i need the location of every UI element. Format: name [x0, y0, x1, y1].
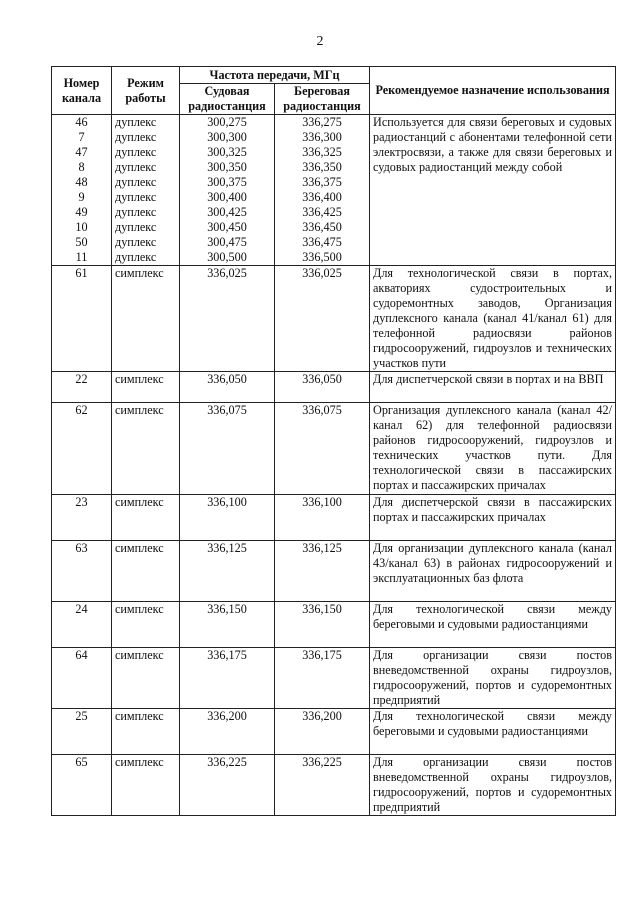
mode-value: дуплекс — [115, 220, 157, 234]
duplex-purpose-cell: Используется для связи береговых и судовых радиостанций с абонентами телефонной сети электросвязи, а также для связи береговых и судовых радиостанций между собой — [370, 115, 616, 266]
channel-number: 63 — [52, 541, 112, 602]
ship-frequency: 336,050 — [180, 372, 275, 403]
channel-number: 50 — [75, 235, 88, 249]
ship-frequency: 300,400 — [207, 190, 247, 204]
mode-value: дуплекс — [115, 175, 157, 189]
mode-value: симплекс — [112, 755, 180, 816]
purpose-text: Для организации дуплексного канала (канал 43/канал 63) в районах гидросооружений и эксплуатационных баз флота — [370, 541, 616, 602]
channel-number: 24 — [52, 602, 112, 648]
mode-value: дуплекс — [115, 250, 157, 264]
shore-frequency: 336,450 — [302, 220, 342, 234]
page-number: 2 — [316, 34, 324, 49]
channel-number: 61 — [52, 266, 112, 372]
purpose-text: Для организации связи постов вневедомственной охраны гидроузлов, гидросооружений, портов и судоремонтных предприятий — [370, 648, 616, 709]
shore-frequency: 336,200 — [275, 709, 370, 755]
duplex-ship-freq-cell — [180, 115, 275, 266]
ship-frequency: 300,500 — [207, 250, 247, 264]
channel-number: 8 — [78, 160, 85, 174]
table-row — [52, 495, 616, 541]
duplex-modes-cell — [112, 115, 180, 266]
shore-frequency: 336,050 — [275, 372, 370, 403]
table-row — [52, 755, 616, 816]
mode-value: дуплекс — [115, 130, 157, 144]
channel-number: 7 — [78, 130, 85, 144]
ship-frequency: 300,375 — [207, 175, 247, 189]
channel-number: 62 — [52, 403, 112, 495]
mode-value: дуплекс — [115, 205, 157, 219]
shore-frequency: 336,100 — [275, 495, 370, 541]
mode-value: дуплекс — [115, 115, 157, 129]
ship-frequency: 300,475 — [207, 235, 247, 249]
purpose-text: Для технологической связи между береговыми и судовыми радиостанциями — [370, 709, 616, 755]
ship-frequency: 336,200 — [180, 709, 275, 755]
purpose-text: Для технологической связи между береговыми и судовыми радиостанциями — [370, 602, 616, 648]
shore-frequency: 336,275 — [302, 115, 342, 129]
shore-frequency: 336,125 — [275, 541, 370, 602]
ship-frequency: 300,450 — [207, 220, 247, 234]
shore-frequency: 336,025 — [275, 266, 370, 372]
channel-number: 25 — [52, 709, 112, 755]
mode-value: симплекс — [112, 495, 180, 541]
shore-frequency: 336,325 — [302, 145, 342, 159]
mode-value: симплекс — [112, 403, 180, 495]
purpose-text: Для диспетчерской связи в пассажирских портах и пассажирских причалах — [370, 495, 616, 541]
ship-frequency: 336,175 — [180, 648, 275, 709]
purpose-text: Для диспетчерской связи в портах и на ВВП — [370, 372, 616, 403]
purpose-text: Для организации связи постов вневедомственной охраны гидроузлов, гидросооружений, портов и судоремонтных предприятий — [370, 755, 616, 816]
shore-frequency: 336,175 — [275, 648, 370, 709]
table-row — [52, 266, 616, 372]
channel-number: 23 — [52, 495, 112, 541]
ship-frequency: 336,125 — [180, 541, 275, 602]
table-row — [52, 602, 616, 648]
ship-frequency: 300,275 — [207, 115, 247, 129]
channel-number: 9 — [78, 190, 85, 204]
mode-value: дуплекс — [115, 145, 157, 159]
ship-frequency: 336,225 — [180, 755, 275, 816]
mode-value: дуплекс — [115, 160, 157, 174]
table-row — [52, 709, 616, 755]
mode-value: симплекс — [112, 266, 180, 372]
shore-frequency: 336,400 — [302, 190, 342, 204]
shore-frequency: 336,425 — [302, 205, 342, 219]
duplex-shore-freq-cell — [275, 115, 370, 266]
shore-frequency: 336,225 — [275, 755, 370, 816]
ship-frequency: 336,150 — [180, 602, 275, 648]
shore-frequency: 336,475 — [302, 235, 342, 249]
shore-frequency: 336,350 — [302, 160, 342, 174]
purpose-text: Организация дуплексного канала (канал 42/канал 62) для телефонной радиосвязи районов гидросооружений, гидроузлов и технических участков пути. Для технологической связи в пассажирских портах и пассажирских причалах — [370, 403, 616, 495]
mode-value: симплекс — [112, 602, 180, 648]
table-row — [52, 403, 616, 495]
channel-number: 11 — [75, 250, 88, 264]
ship-frequency: 300,350 — [207, 160, 247, 174]
table-row — [52, 541, 616, 602]
ship-frequency: 336,100 — [180, 495, 275, 541]
channel-number: 65 — [52, 755, 112, 816]
shore-frequency: 336,375 — [302, 175, 342, 189]
channel-number: 48 — [75, 175, 88, 189]
channel-number: 46 — [75, 115, 88, 129]
shore-frequency: 336,500 — [302, 250, 342, 264]
channel-number: 64 — [52, 648, 112, 709]
header-channel: Номер канала — [52, 67, 112, 115]
ship-frequency: 300,325 — [207, 145, 247, 159]
mode-value: дуплекс — [115, 235, 157, 249]
duplex-channels-cell — [52, 115, 112, 266]
purpose-text: Для технологической связи в портах, акваториях судостроительных и судоремонтных заводов, Организация дуплексного канала (канал 41/канал 61) для телефонной радиосвязи районов гидросооружений, гидроузлов и технических участков пути — [370, 266, 616, 372]
channel-number: 49 — [75, 205, 88, 219]
mode-value: симплекс — [112, 648, 180, 709]
shore-frequency: 336,300 — [302, 130, 342, 144]
ship-frequency: 300,300 — [207, 130, 247, 144]
channel-number: 22 — [52, 372, 112, 403]
ship-frequency: 336,075 — [180, 403, 275, 495]
mode-value: симплекс — [112, 372, 180, 403]
channel-number: 47 — [75, 145, 88, 159]
mode-value: симплекс — [112, 541, 180, 602]
header-ship-station: Судовая радиостанция — [180, 84, 275, 115]
mode-value: дуплекс — [115, 190, 157, 204]
header-frequency-group: Частота передачи, МГц — [180, 67, 370, 84]
shore-frequency: 336,150 — [275, 602, 370, 648]
header-purpose: Рекомендуемое назначение использования — [370, 67, 616, 115]
header-mode: Режим работы — [112, 67, 180, 115]
mode-value: симплекс — [112, 709, 180, 755]
ship-frequency: 336,025 — [180, 266, 275, 372]
shore-frequency: 336,075 — [275, 403, 370, 495]
frequency-table — [51, 66, 616, 816]
duplex-block-row — [52, 115, 616, 266]
channel-number: 10 — [75, 220, 88, 234]
table-row — [52, 648, 616, 709]
ship-frequency: 300,425 — [207, 205, 247, 219]
table-row — [52, 372, 616, 403]
header-shore-station: Береговая радиостанция — [275, 84, 370, 115]
